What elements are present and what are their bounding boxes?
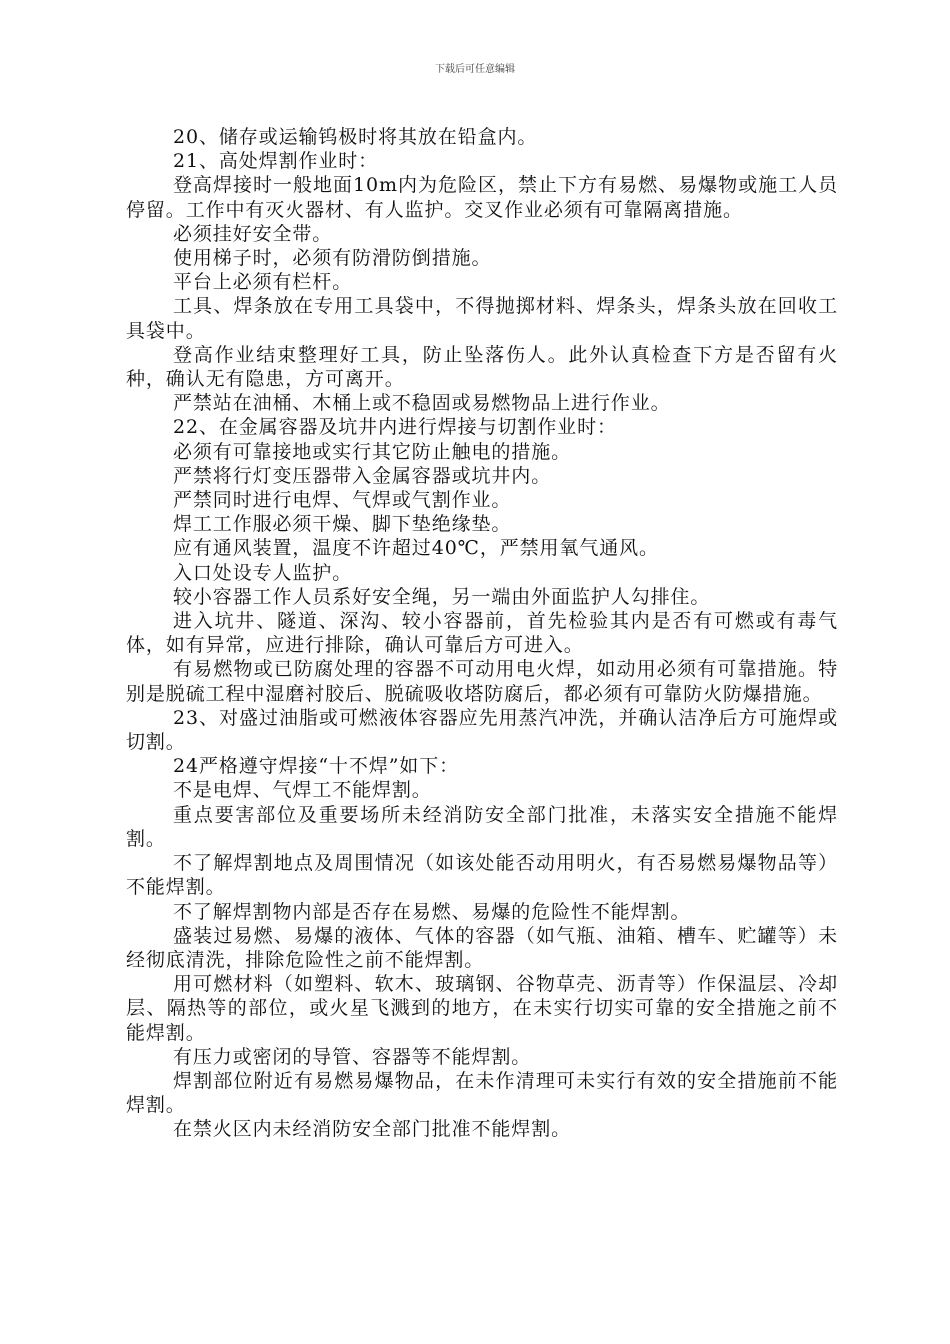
paragraph: 有压力或密闭的导管、容器等不能焊割。 xyxy=(173,1045,532,1068)
paragraph: 必须挂好安全带。 xyxy=(173,222,333,245)
paragraph: 不是电焊、气焊工不能焊割。 xyxy=(173,779,432,802)
document-body xyxy=(126,125,838,1142)
paragraph: 在禁火区内未经消防安全部门批准不能焊割。 xyxy=(173,1118,572,1141)
paragraph: 有易燃物或已防腐处理的容器不可动用电火焊，如动用必须有可靠措施。特别是脱硫工程中湿磨衬胶后、脱硫吸收塔防腐后，都必须有可靠防火防爆措施。 xyxy=(126,658,838,705)
paragraph: 盛装过易燃、易爆的液体、气体的容器（如气瓶、油箱、槽车、贮罐等）未经彻底清洗，排除危险性之前不能焊割。 xyxy=(126,924,838,971)
paragraph: 焊割部位附近有易燃易爆物品，在未作清理可未实行有效的安全措施前不能焊割。 xyxy=(126,1069,838,1117)
paragraph: 较小容器工作人员系好安全绳，另一端由外面监护人勾排住。 xyxy=(173,585,711,608)
paragraph: 24严格遵守焊接“十不焊”如下： xyxy=(173,755,460,778)
paragraph: 登高作业结束整理好工具，防止坠落伤人。此外认真检查下方是否留有火种，确认无有隐患，方可离开。 xyxy=(126,343,838,391)
paragraph: 平台上必须有栏杆。 xyxy=(173,271,353,294)
paragraph: 23、对盛过油脂或可燃液体容器应先用蒸汽冲洗，并确认洁净后方可施焊或切割。 xyxy=(126,706,838,754)
paragraph: 入口处设专人监护。 xyxy=(173,561,353,584)
paragraph: 应有通风装置，温度不许超过40℃，严禁用氧气通风。 xyxy=(173,537,659,560)
paragraph: 进入坑井、隧道、深沟、较小容器前，首先检验其内是否有可燃或有毒气体，如有异常，应进行排除，确认可靠后方可进入。 xyxy=(126,610,838,657)
paragraph: 严禁同时进行电焊、气焊或气割作业。 xyxy=(173,489,512,512)
paragraph: 20、储存或运输钨极时将其放在铅盒内。 xyxy=(173,126,538,148)
page-header: 下载后可任意编辑 xyxy=(435,64,515,75)
paragraph: 严禁将行灯变压器带入金属容器或坑井内。 xyxy=(173,464,552,487)
paragraph: 必须有可靠接地或实行其它防止触电的措施。 xyxy=(173,440,572,463)
paragraph: 不了解焊割地点及周围情况（如该处能否动用明火，有否易燃易爆物品等）不能焊割。 xyxy=(126,852,838,899)
paragraph: 重点要害部位及重要场所未经消防安全部门批准，未落实安全措施不能焊割。 xyxy=(126,803,838,850)
paragraph: 22、在金属容器及坑井内进行焊接与切割作业时： xyxy=(173,416,617,439)
paragraph: 严禁站在油桶、木桶上或不稳固或易燃物品上进行作业。 xyxy=(173,392,671,415)
paragraph: 21、高处焊割作业时： xyxy=(173,150,379,173)
paragraph: 工具、焊条放在专用工具袋中，不得抛掷材料、焊条头，焊条头放在回收工具袋中。 xyxy=(126,295,838,342)
paragraph: 用可燃材料（如塑料、软木、玻璃钢、谷物草壳、沥青等）作保温层、冷却层、隔热等的部位，或火星飞溅到的地方，在未实行切实可靠的安全措施之前不能焊割。 xyxy=(126,973,838,1044)
paragraph: 焊工工作服必须干燥、脚下垫绝缘垫。 xyxy=(173,513,512,536)
paragraph: 使用梯子时，必须有防滑防倒措施。 xyxy=(173,247,492,270)
paragraph: 登高焊接时一般地面10m内为危险区，禁止下方有易燃、易爆物或施工人员停留。工作中有灭火器材、有人监护。交叉作业必须有可靠隔离措施。 xyxy=(126,174,838,221)
paragraph: 不了解焊割物内部是否存在易燃、易爆的危险性不能焊割。 xyxy=(173,900,691,923)
